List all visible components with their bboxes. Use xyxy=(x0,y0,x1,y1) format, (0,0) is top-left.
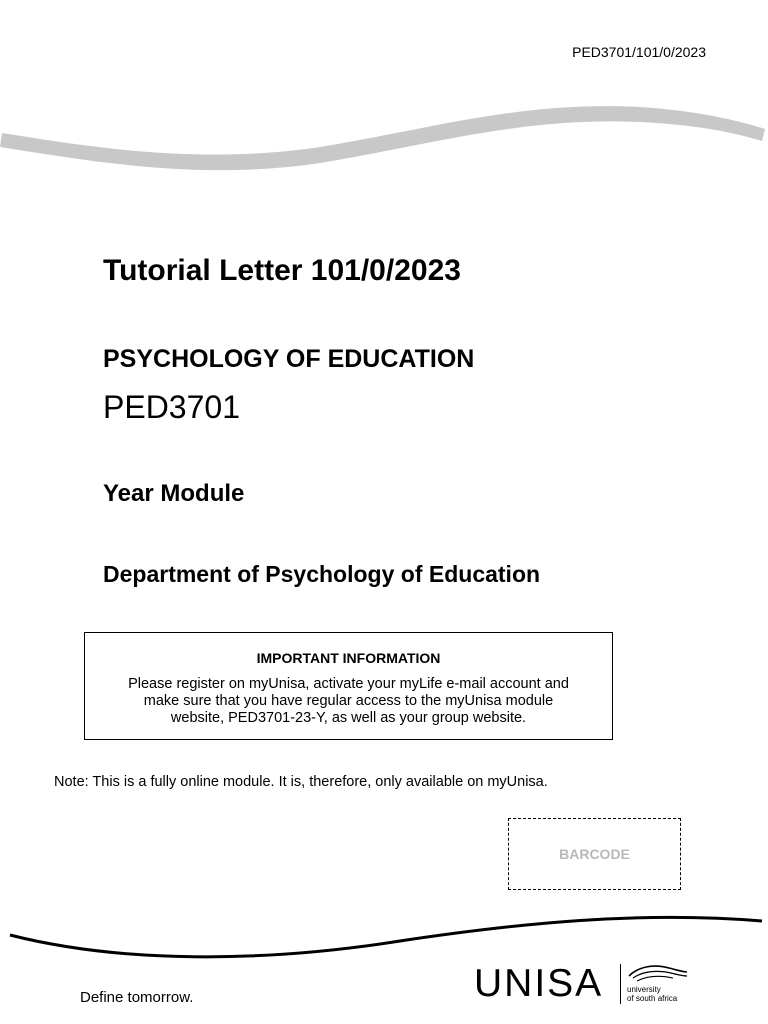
barcode-placeholder xyxy=(508,818,681,890)
department-name: Department of Psychology of Education xyxy=(103,561,541,587)
course-code: PED3701 xyxy=(103,389,240,425)
logo-subtext-line2: of south africa xyxy=(627,994,678,1003)
important-information-heading: IMPORTANT INFORMATION xyxy=(256,650,441,666)
unisa-logo-subtext xyxy=(627,985,677,1003)
logo-subtext-line1: university xyxy=(627,985,661,994)
module-type: Year Module xyxy=(103,480,245,507)
unisa-logo-icon xyxy=(625,962,689,984)
barcode-label: BARCODE xyxy=(559,846,630,862)
important-information-box xyxy=(84,632,613,740)
tagline: Define tomorrow. xyxy=(80,989,194,1006)
tutorial-letter-title: Tutorial Letter 101/0/2023 xyxy=(103,254,461,287)
top-swoosh-decoration xyxy=(0,95,768,175)
logo-divider xyxy=(620,964,621,1004)
online-module-note: Note: This is a fully online module. It is, therefore, only available on myUnisa. xyxy=(54,774,548,790)
important-information-body: Please register on myUnisa, activate your myLife e-mail account and make sure that you have regular access to the myUnisa module website, PED3701-23-Y, as well as your group website. xyxy=(128,676,569,726)
reference-code: PED3701/101/0/2023 xyxy=(572,44,706,60)
bottom-swoosh-decoration xyxy=(0,905,768,965)
course-name: PSYCHOLOGY OF EDUCATION xyxy=(103,345,475,373)
unisa-logo-wordmark: UNISA xyxy=(474,962,604,1005)
